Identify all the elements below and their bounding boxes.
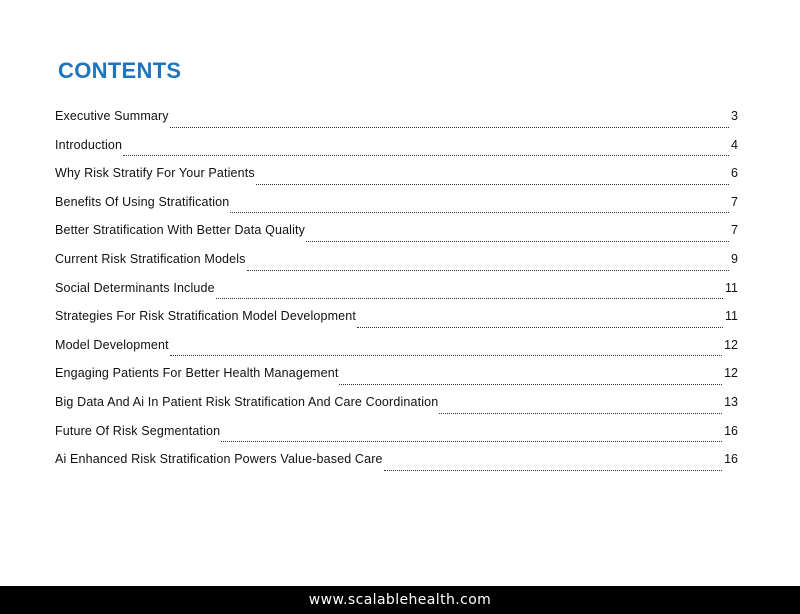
toc-entry-page: 9 — [731, 251, 738, 266]
toc-entry[interactable] — [55, 310, 738, 339]
toc-entry[interactable] — [55, 224, 738, 253]
toc-entry-label: Model Development — [55, 337, 169, 352]
toc-entry[interactable] — [55, 396, 738, 425]
toc-entry[interactable] — [55, 196, 738, 225]
page-title: CONTENTS — [58, 58, 182, 83]
dot-leader — [170, 127, 729, 128]
toc-entry-page: 11 — [725, 280, 738, 295]
toc-entry[interactable] — [55, 339, 738, 368]
dot-leader — [384, 470, 722, 471]
toc-entry-page: 11 — [725, 309, 738, 324]
toc-entry-page: 16 — [724, 423, 738, 438]
toc-entry-label: Executive Summary — [55, 109, 169, 123]
dot-leader — [256, 184, 729, 185]
toc-entry[interactable] — [55, 425, 738, 454]
toc-entry-page: 3 — [731, 109, 738, 123]
toc-entry-label: Future Of Risk Segmentation — [55, 423, 221, 438]
toc-entry[interactable] — [55, 253, 738, 282]
toc-entry-label: Strategies For Risk Stratification Model Development — [55, 309, 356, 324]
toc-entry[interactable] — [55, 367, 738, 396]
toc-entry-label: Engaging Patients For Better Health Management — [55, 366, 339, 381]
toc-entry-label: Social Determinants Include — [55, 280, 215, 295]
dot-leader — [439, 413, 722, 414]
toc-entry-label: Introduction — [55, 137, 123, 152]
dot-leader — [221, 441, 722, 442]
toc-entry-page: 7 — [731, 223, 738, 238]
toc-entry-label: Better Stratification With Better Data Quality — [55, 223, 306, 238]
dot-leader — [230, 212, 729, 213]
table-of-contents — [55, 110, 738, 482]
dot-leader — [247, 270, 729, 271]
toc-entry-page: 16 — [724, 452, 738, 467]
toc-entry-label: Ai Enhanced Risk Stratification Powers Value-based Care — [55, 452, 383, 467]
toc-entry-label: Benefits Of Using Stratification — [55, 194, 230, 209]
dot-leader — [123, 155, 729, 156]
footer-bar — [0, 586, 800, 614]
dot-leader — [339, 384, 722, 385]
toc-entry-label: Big Data And Ai In Patient Risk Stratification And Care Coordination — [55, 394, 439, 409]
dot-leader — [306, 241, 729, 242]
dot-leader — [216, 298, 723, 299]
toc-entry-page: 13 — [724, 394, 738, 409]
toc-entry[interactable] — [55, 167, 738, 196]
dot-leader — [170, 355, 722, 356]
dot-leader — [357, 327, 723, 328]
toc-entry-label: Current Risk Stratification Models — [55, 251, 246, 266]
footer-website-link[interactable]: www.scalablehealth.com — [308, 592, 492, 608]
toc-entry[interactable] — [55, 282, 738, 311]
toc-entry-page: 4 — [731, 137, 738, 152]
toc-entry[interactable] — [55, 453, 738, 482]
toc-entry-page: 12 — [724, 337, 738, 352]
toc-entry[interactable] — [55, 139, 738, 168]
toc-entry-page: 12 — [724, 366, 738, 381]
toc-entry-label: Why Risk Stratify For Your Patients — [55, 166, 255, 181]
toc-entry-page: 6 — [731, 166, 738, 181]
toc-entry[interactable] — [55, 110, 738, 139]
toc-entry-page: 7 — [731, 194, 738, 209]
